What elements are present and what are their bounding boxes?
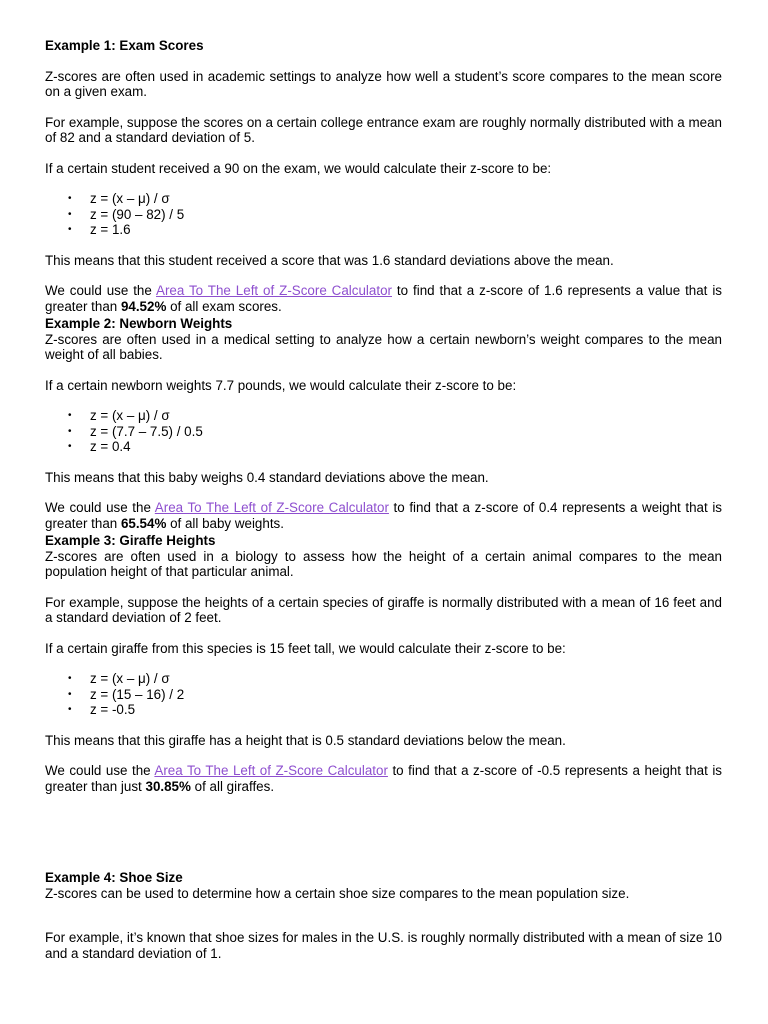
- calc-text-post: of all baby weights.: [166, 515, 284, 531]
- document-page: [45, 38, 722, 961]
- example-4-intro: Z-scores can be used to determine how a certain shoe size compares to the mean population size.: [45, 885, 630, 901]
- bullet-icon: •: [68, 688, 72, 700]
- example-1-intro: Z-scores are often used in academic settings to analyze how well a student’s score compares to the mean score on a given exam.: [45, 68, 722, 99]
- formula-text: z = (15 – 16) / 2: [90, 686, 185, 702]
- example-3-heading: Example 3: Giraffe Heights: [45, 533, 216, 548]
- calculator-link[interactable]: Area To The Left of Z-Score Calculator: [156, 283, 392, 298]
- example-1-calculator-paragraph: [45, 283, 722, 314]
- formula-text: z = (x – μ) / σ: [90, 671, 170, 686]
- example-3-intro: Z-scores are often used in a biology to assess how the height of a certain animal compares to the mean population height of that particular animal.: [45, 548, 722, 579]
- example-1-formula-list: [45, 191, 722, 238]
- example-3-calc-intro: If a certain giraffe from this species is 15 feet tall, we would calculate their z-score to be:: [45, 640, 566, 656]
- example-2-calculator-paragraph: [45, 500, 722, 531]
- bullet-icon: •: [68, 224, 72, 235]
- example-4-heading: Example 4: Shoe Size: [45, 870, 183, 885]
- calc-text-mid: to find that a z-score of 0.4 represents a weight that is greater than: [45, 500, 723, 531]
- percentage-value: 30.85%: [145, 778, 191, 794]
- calculator-link[interactable]: Area To The Left of Z-Score Calculator: [154, 500, 389, 515]
- list-item: [45, 222, 722, 238]
- calc-text-mid: to find that a z-score of -0.5 represents a height that is greater than just: [45, 763, 723, 794]
- example-1-meaning: This means that this student received a score that was 1.6 standard deviations above the mean.: [45, 252, 614, 268]
- example-3-setup: For example, suppose the heights of a certain species of giraffe is normally distributed with a mean of 16 feet and a standard deviation of 2 feet.: [45, 594, 722, 625]
- formula-text: z = 1.6: [90, 222, 131, 237]
- calc-text-post: of all giraffes.: [190, 778, 275, 794]
- example-2-meaning: This means that this baby weighs 0.4 standard deviations above the mean.: [45, 469, 489, 485]
- bullet-icon: •: [68, 704, 72, 715]
- list-item: [45, 439, 722, 455]
- calc-text-pre: We could use the: [45, 763, 155, 778]
- example-2-calc-intro: If a certain newborn weights 7.7 pounds, we would calculate their z-score to be:: [45, 377, 517, 393]
- example-1-heading: Example 1: Exam Scores: [45, 38, 204, 53]
- list-item: [45, 408, 722, 424]
- percentage-value: 65.54%: [120, 515, 167, 531]
- example-2-formula-list: [45, 408, 722, 455]
- calc-text-post: of all exam scores.: [166, 298, 282, 314]
- calc-text-pre: We could use the: [45, 283, 157, 298]
- list-item: [45, 424, 722, 440]
- list-item: [45, 702, 722, 718]
- example-2-heading: Example 2: Newborn Weights: [45, 316, 233, 331]
- calc-text-pre: We could use the: [45, 500, 155, 515]
- example-3-meaning: This means that this giraffe has a height that is 0.5 standard deviations below the mean.: [45, 732, 566, 748]
- formula-text: z = (7.7 – 7.5) / 0.5: [90, 423, 203, 439]
- bullet-icon: •: [68, 208, 72, 220]
- example-3-formula-list: [45, 671, 722, 718]
- example-3-calculator-paragraph: [45, 763, 722, 794]
- list-item: [45, 687, 722, 703]
- bullet-icon: •: [68, 425, 72, 437]
- bullet-icon: •: [68, 441, 72, 452]
- list-item: [45, 207, 722, 223]
- example-1-calc-intro: If a certain student received a 90 on the exam, we would calculate their z-score to be:: [45, 160, 552, 176]
- formula-text: z = (90 – 82) / 5: [90, 206, 185, 222]
- example-1-setup: For example, suppose the scores on a certain college entrance exam are roughly normally distributed with a mean of 82 and a standard deviation of 5.: [45, 114, 722, 145]
- example-2-intro: Z-scores are often used in a medical setting to analyze how a certain newborn’s weight compares to the mean weight of all babies.: [45, 331, 722, 362]
- calc-text-mid: to find that a z-score of 1.6 represents a value that is greater than: [45, 283, 723, 314]
- formula-text: z = (x – μ) / σ: [90, 191, 170, 206]
- formula-text: z = (x – μ) / σ: [90, 408, 170, 423]
- formula-text: z = 0.4: [90, 439, 131, 454]
- bullet-icon: •: [68, 410, 72, 421]
- example-4-setup: For example, it’s known that shoe sizes for males in the U.S. is roughly normally distributed with a mean of size 10 and a standard deviation of 1.: [45, 930, 722, 961]
- formula-text: z = -0.5: [90, 702, 136, 717]
- bullet-icon: •: [68, 673, 72, 684]
- percentage-value: 94.52%: [120, 298, 167, 314]
- calculator-link[interactable]: Area To The Left of Z-Score Calculator: [154, 763, 388, 778]
- list-item: [45, 191, 722, 207]
- list-item: [45, 671, 722, 687]
- bullet-icon: •: [68, 193, 72, 204]
